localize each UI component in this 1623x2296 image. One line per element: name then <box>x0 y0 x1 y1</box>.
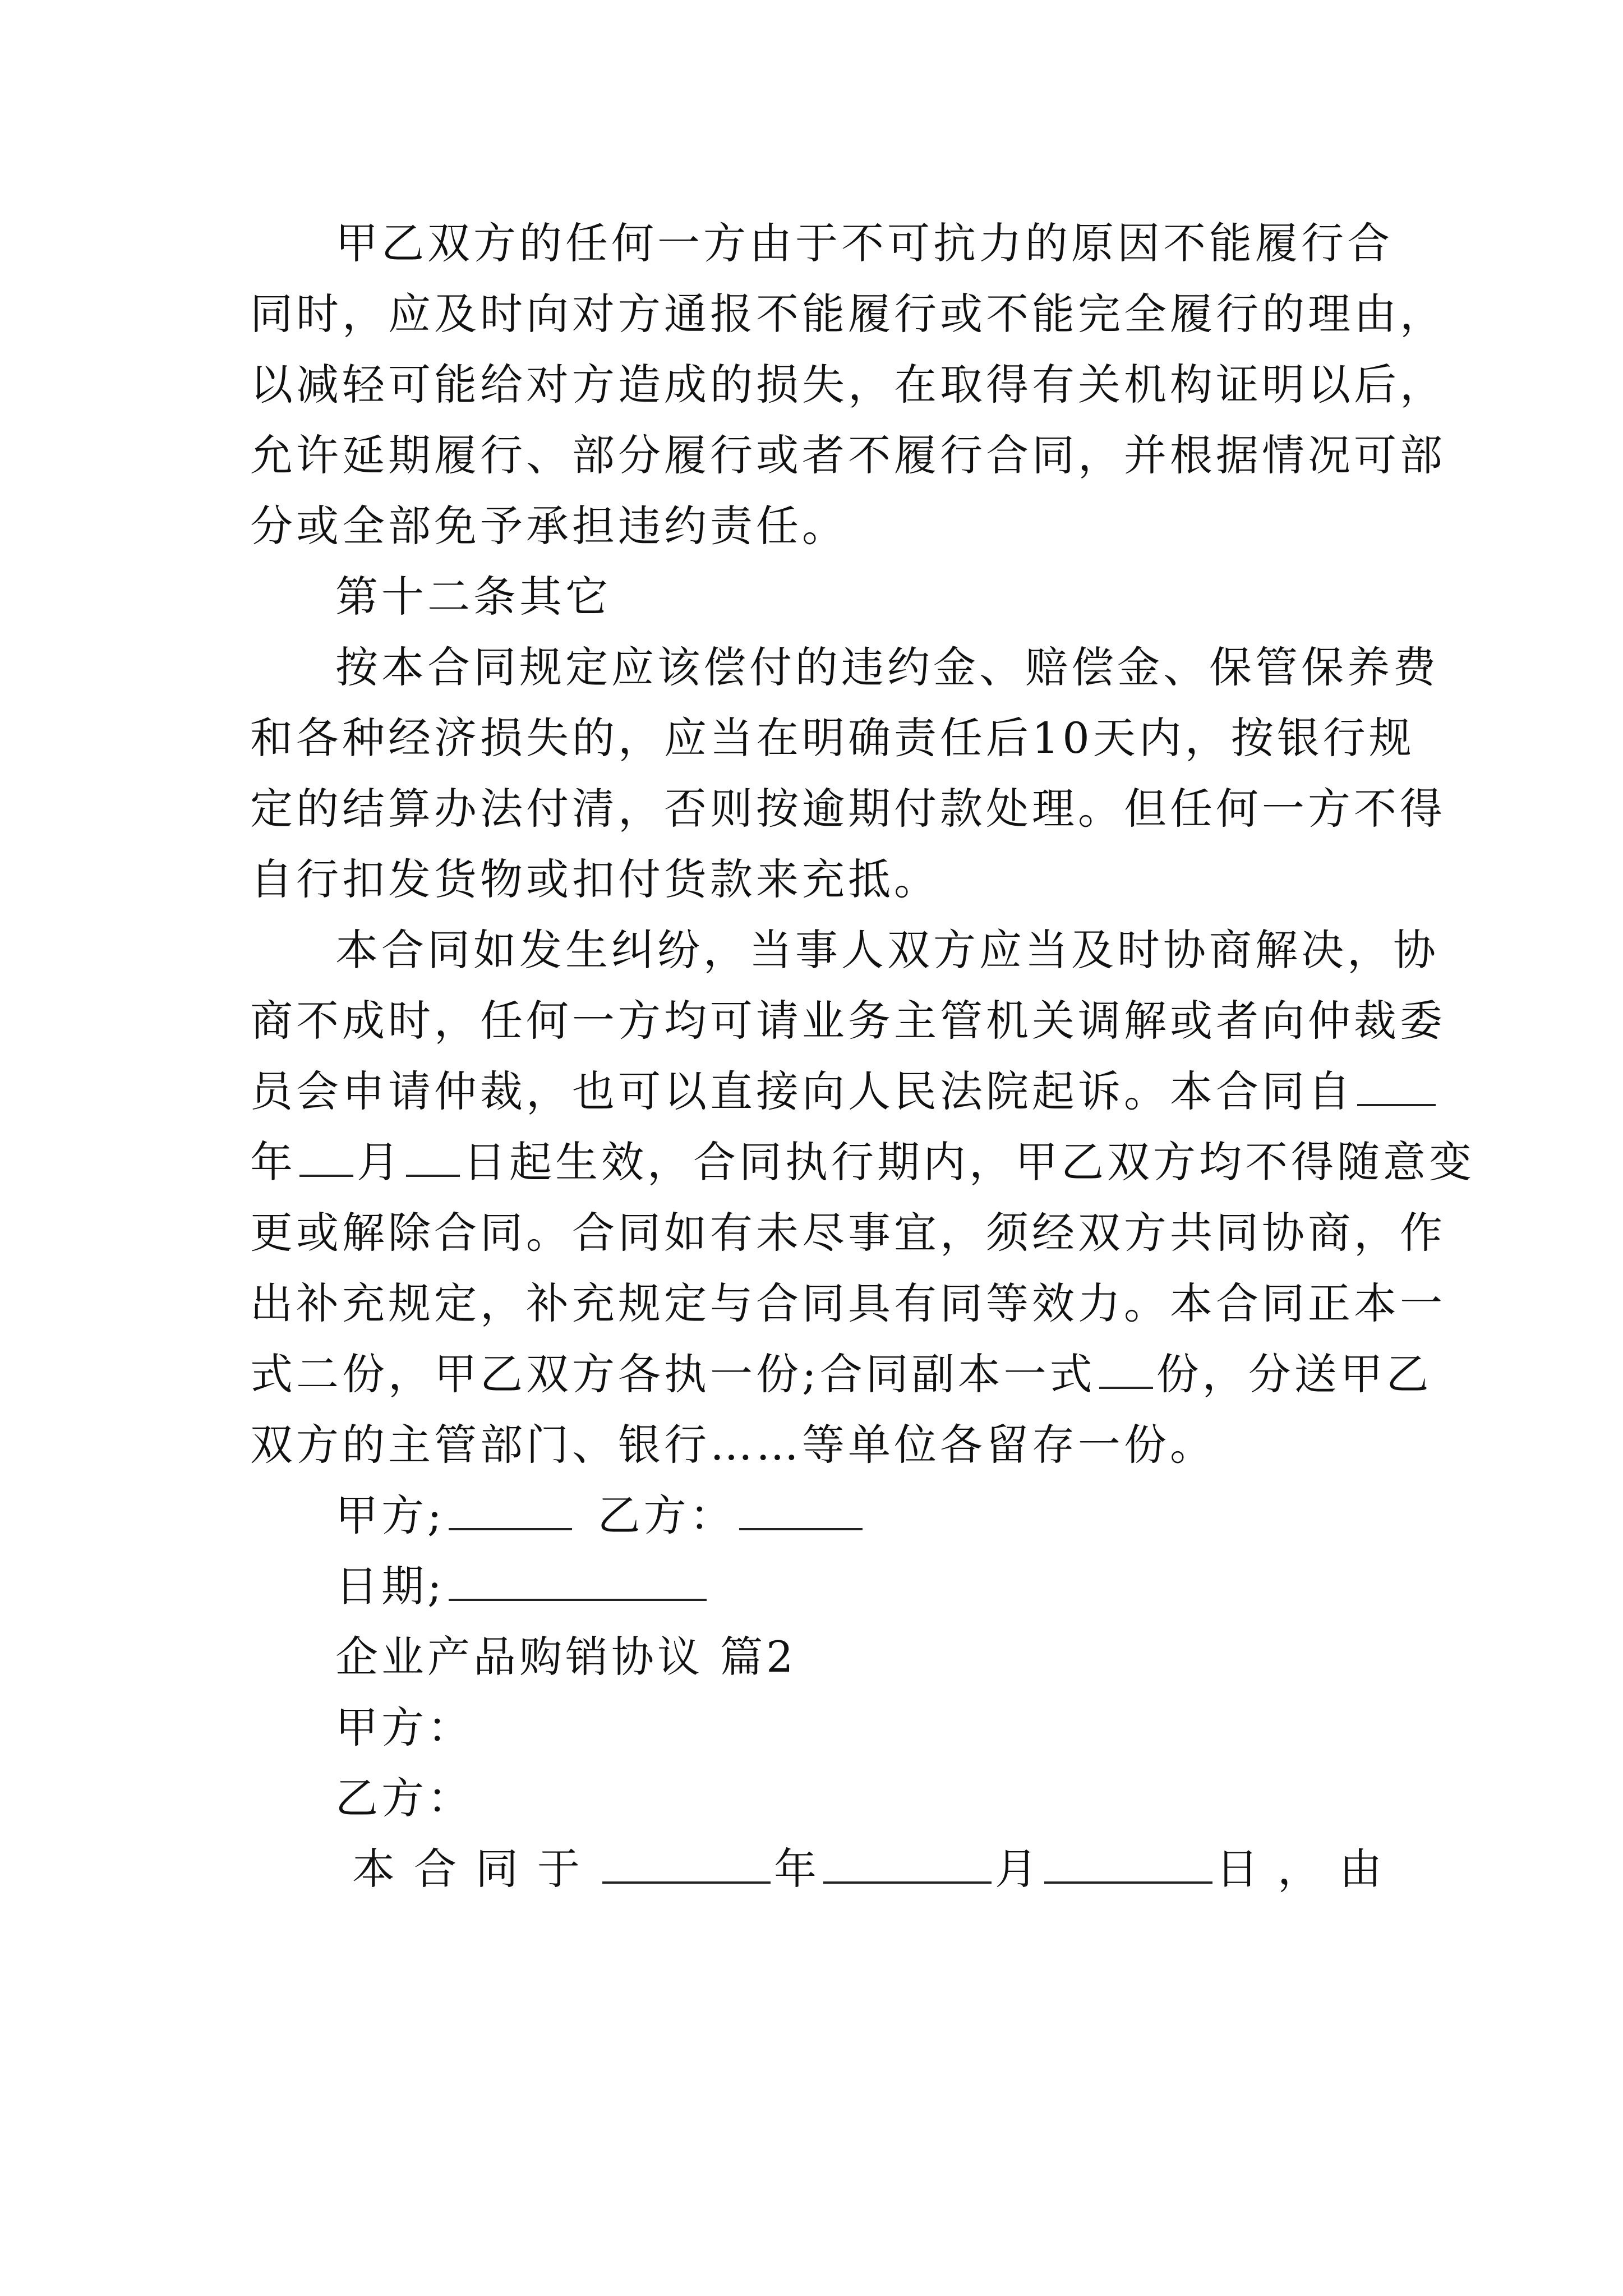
article-12-p1-line-1: 按本合同规定应该偿付的违约金、赔偿金、保管保养费 <box>335 642 1439 692</box>
date-blank <box>449 1559 707 1601</box>
article-12-p1-line-3: 定的结算办法付清，否则按逾期付款处理。但任何一方不得 <box>250 784 1446 834</box>
article-12-heading: 第十二条其它 <box>335 572 611 622</box>
year-label: 年 <box>250 1137 296 1187</box>
article-12-p2-line-7 <box>250 1341 1432 1408</box>
article-12-p1-line-2: 和各种经济损失的，应当在明确责任后10天内，按银行规 <box>250 713 1415 763</box>
intro-text: 本合同于 <box>352 1844 599 1894</box>
signature-date-line <box>335 1553 1474 1620</box>
party-b-label: 乙方： <box>597 1490 736 1540</box>
article-12-p2-line-6: 出补充规定，补充规定与合同具有同等效力。本合同正本一 <box>250 1278 1446 1328</box>
copies-text-b: 份，分送甲乙 <box>1156 1349 1432 1399</box>
article-12-p2-line-3 <box>250 1058 1389 1125</box>
intro-year-blank <box>602 1842 771 1884</box>
part-2-party-a: 甲方： <box>335 1703 473 1752</box>
force-majeure-line-3: 以减轻可能给对方造成的损失，在取得有关机构证明以后， <box>250 360 1446 409</box>
article-12-p2-line-5: 更或解除合同。合同如有未尽事宜，须经双方共同协商，作 <box>250 1208 1446 1258</box>
part-2-party-b: 乙方： <box>335 1773 473 1823</box>
signature-parties-line <box>335 1482 1474 1549</box>
article-12-p1-line-4: 自行扣发货物或扣付货款来充抵。 <box>250 854 940 904</box>
year-blank <box>1357 1065 1436 1106</box>
force-majeure-line-4: 允许延期履行、部分履行或者不履行合同，并根据情况可部 <box>250 430 1446 480</box>
intro-day-blank <box>1044 1842 1212 1884</box>
effective-text: 日起生效，合同执行期内，甲乙双方均不得随意变 <box>463 1137 1475 1187</box>
effective-from-text: 员会申请仲裁，也可以直接向人民法院起诉。本合同自 <box>250 1066 1354 1116</box>
date-label: 日期; <box>335 1561 445 1611</box>
article-12-p2-line-2: 商不成时，任何一方均可请业务主管机关调解或者向仲裁委 <box>250 996 1446 1046</box>
party-b-blank <box>739 1489 863 1530</box>
day-blank <box>406 1135 460 1177</box>
intro-year-label: 年 <box>774 1844 820 1894</box>
article-12-p2-line-8: 双方的主管部门、银行……等单位各留存一份。 <box>250 1420 1216 1470</box>
copies-blank <box>1099 1347 1153 1389</box>
month-label: 月 <box>357 1137 403 1187</box>
force-majeure-line-5: 分或全部免予承担违约责任。 <box>250 501 848 551</box>
article-12-p2-line-4 <box>250 1129 1475 1196</box>
party-a-label: 甲方; <box>335 1490 445 1540</box>
force-majeure-line-2: 同时，应及时向对方通报不能履行或不能完全履行的理由， <box>250 289 1446 339</box>
intro-month-label: 月 <box>995 1844 1041 1894</box>
party-a-blank <box>449 1489 572 1530</box>
part-2-title: 企业产品购销协议 篇2 <box>335 1632 797 1682</box>
month-blank <box>299 1135 353 1177</box>
intro-month-blank <box>823 1842 992 1884</box>
part-2-intro-line <box>352 1835 1401 1903</box>
intro-day-label: 日，由 <box>1216 1844 1401 1894</box>
force-majeure-line-1: 甲乙双方的任何一方由于不可抗力的原因不能履行合 <box>335 218 1393 268</box>
copies-text-a: 式二份，甲乙双方各执一份;合同副本一式 <box>250 1349 1096 1399</box>
article-12-p2-line-1: 本合同如发生纠纷，当事人双方应当及时协商解决，协 <box>335 925 1439 975</box>
